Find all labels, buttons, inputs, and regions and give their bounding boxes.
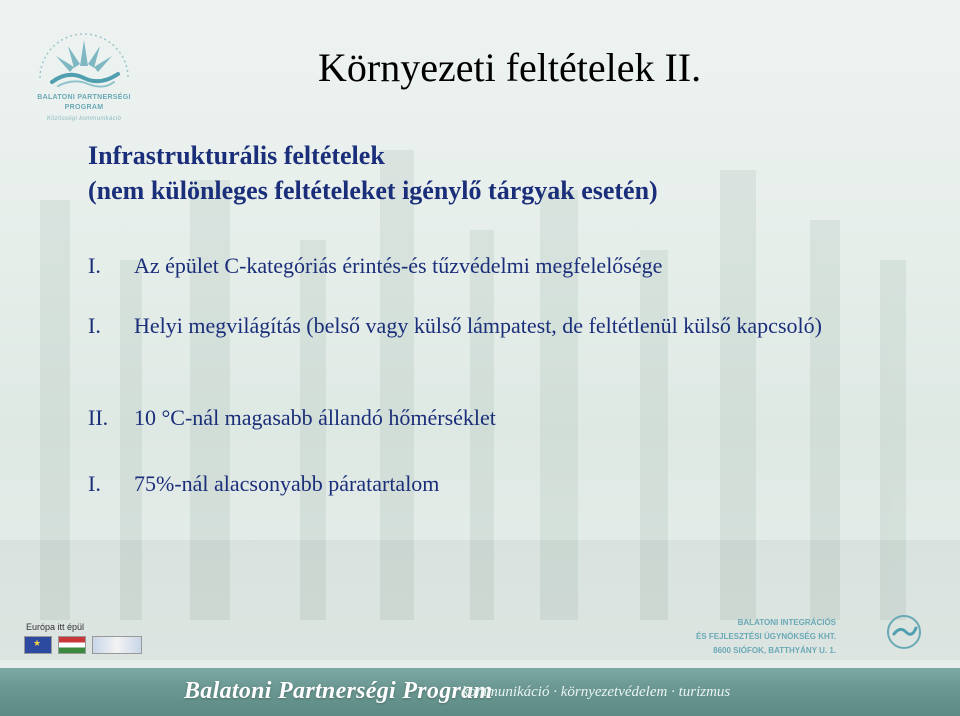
list-item — [88, 404, 496, 432]
hungarian-flag-icon — [58, 636, 86, 654]
list-item-text: 75%-nál alacsonyabb páratartalom — [134, 471, 440, 496]
list-item-text: Az épület C-kategóriás érintés-és tűzvédelmi megfelelősége — [134, 253, 663, 278]
list-item — [88, 470, 439, 498]
footer-band — [0, 668, 960, 716]
agency-emblem-icon — [886, 614, 922, 650]
sponsor-flags — [24, 636, 142, 654]
eu-label: Európa itt épül — [26, 622, 85, 632]
list-item-text: 10 °C-nál magasabb állandó hőmérséklet — [134, 405, 496, 430]
logo-text-line2: PROGRAM — [64, 104, 104, 111]
list-item-number: I. — [88, 313, 101, 338]
list-item-text: Helyi megvilágítás (belső vagy külső lámpatest, de feltétlenül külső kapcsoló) — [134, 313, 822, 338]
list-item-number: I. — [88, 253, 101, 278]
list-item — [88, 252, 662, 280]
list-item-number: II. — [88, 405, 109, 430]
program-logo-icon — [92, 636, 142, 654]
logo-text-arc: Közösségi kommunikáció — [46, 116, 122, 122]
footer-logos — [0, 606, 960, 662]
footer-program-title: Balatoni Partnerségi Program — [184, 678, 493, 704]
eu-flag-icon — [24, 636, 52, 654]
slide-subheading — [88, 138, 658, 208]
agency-line1: BALATONI INTEGRÁCIÓS — [737, 618, 836, 627]
agency-line3: 8600 SIÓFOK, BATTHYÁNY U. 1. — [713, 646, 836, 655]
agency-line2: ÉS FEJLESZTÉSI ÜGYNÖKSÉG KHT. — [695, 632, 836, 641]
subheading-line2: (nem különleges feltételeket igénylő tárgyak esetén) — [88, 176, 658, 205]
subheading-line1: Infrastrukturális feltételek — [88, 141, 385, 170]
footer-tagline: kommunikáció · környezetvédelem · turizmus — [462, 684, 731, 700]
list-item — [88, 312, 822, 340]
slide-title: Környezeti feltételek II. — [318, 45, 702, 90]
list-item-number: I. — [88, 471, 101, 496]
logo-text-line1: BALATONI PARTNERSÉGI — [37, 94, 131, 101]
balatoni-partnersegi-logo — [28, 18, 140, 128]
logo-emblem-icon — [28, 18, 140, 128]
